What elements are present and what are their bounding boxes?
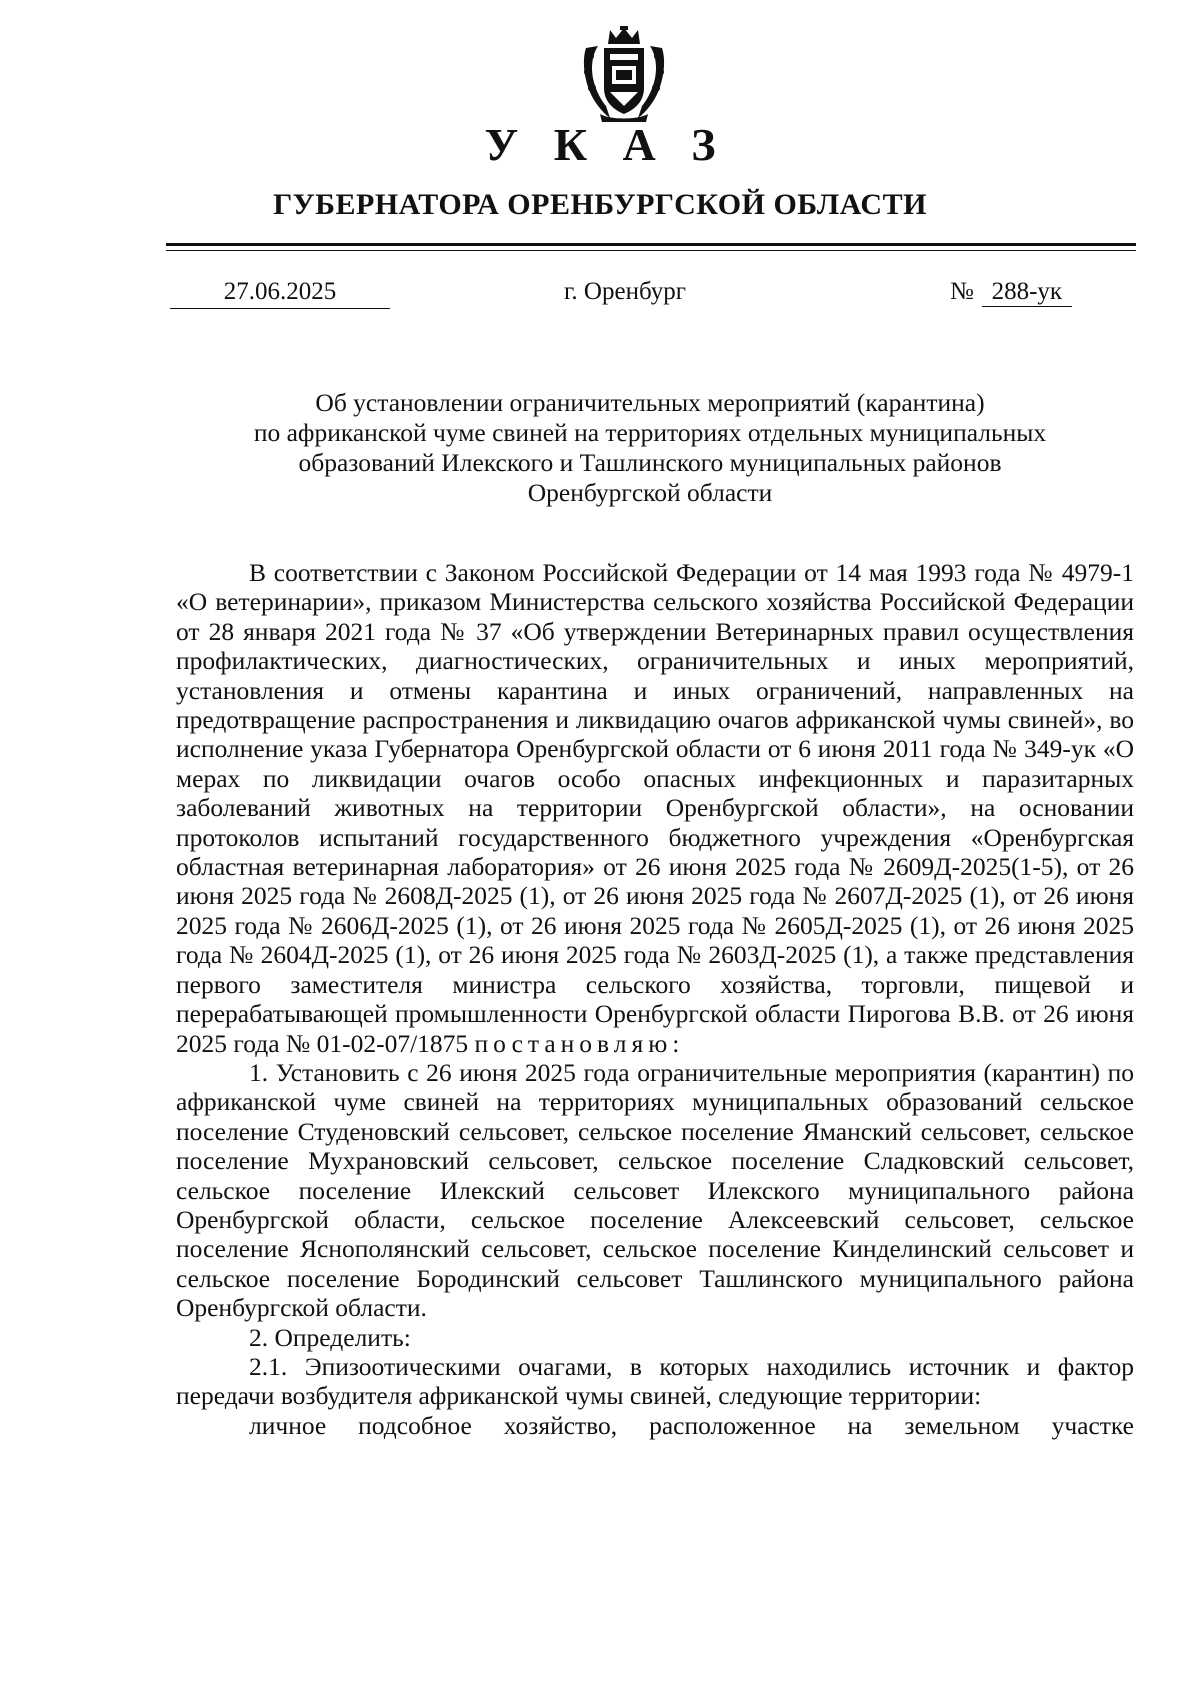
item-2-1-paragraph: 2.1. Эпизоотическими очагами, в которых находились источник и фактор передачи возбудителя африканской чумы свиней, следующие территории: — [176, 1351, 1134, 1411]
decree-word: постановляю: — [474, 1028, 685, 1058]
item-1-paragraph: 1. Установить с 26 июня 2025 года ограничительные мероприятия (карантин) по африканской чуме свиней на территориях муниципальных образований сельское поселение Студеновский сельсовет, сельское поселение Яманский сельсовет, сельское поселение Мухрановский сельсовет, сельское поселение Сладковский сельсовет, сельское поселение Илекский сельсовет Илекского муниципального района Оренбургской области, сельское поселение Алексеевский сельсовет, сельское поселение Яснополянский сельсовет, сельское поселение Кинделинский сельсовет и сельское поселение Бородинский сельсовет Ташлинского муниципального района Оренбургской области. — [176, 1057, 1134, 1323]
preamble-text: В соответствии с Законом Российской Федерации от 14 мая 1993 года № 4979-1 «О ветеринарии», приказом Министерства сельского хозяйства Российской Федерации от 28 января 2021 года № 37 «Об утверждении Ветеринарных правил осуществления профилактических, диагностических, ограничительных и иных мероприятий, установления и отмены карантина и иных ограничений, направленных на предотвращение распространения и ликвидацию очагов африканской чумы свиней», во исполнение указа Губернатора Оренбургской области от 6 июня 2011 года № 349-ук «О мерах по ликвидации очагов особо опасных инфекционных и паразитарных заболеваний животных на территории Оренбургской области», на основании протоколов испытаний государственного бюджетного учреждения «Оренбургская областная ветеринарная лаборатория» от 26 июня 2025 года № 2609Д-2025(1-5), от 26 июня 2025 года № 2608Д-2025 (1), от 26 июня 2025 года № 2607Д-2025 (1), от 26 июня 2025 года № 2606Д-2025 (1), от 26 июня 2025 года № 2605Д-2025 (1), от 26 июня 2025 года № 2604Д-2025 (1), от 26 июня 2025 года № 2603Д-2025 (1), а также представления первого заместителя министра сельского хозяйства, торговли, пищевой и перерабатывающей промышленности Оренбургской области Пирогова В.В. от 26 июня 2025 года № 01-02-07/1875 — [176, 558, 1134, 1058]
document-city: г. Оренбург — [564, 278, 686, 305]
item-2-1-a-paragraph: личное подсобное хозяйство, расположенное на земельном участке — [249, 1410, 1134, 1440]
document-type-heading: У К А З — [484, 119, 728, 170]
header-divider-thin — [166, 250, 1136, 251]
coat-of-arms-icon — [580, 26, 668, 122]
title-line: по африканской чуме свиней на территориях отдельных муниципальных — [253, 418, 1047, 447]
header-divider-thick — [166, 243, 1136, 246]
item-2-paragraph: 2. Определить: — [249, 1322, 411, 1352]
document-number — [950, 278, 1090, 307]
number-sign: № — [950, 278, 974, 305]
document-body — [176, 558, 1134, 1440]
issuing-authority: ГУБЕРНАТОРА ОРЕНБУРГСКОЙ ОБЛАСТИ — [273, 188, 927, 221]
document-title — [160, 388, 1140, 508]
title-line: Оренбургской области — [527, 478, 773, 507]
document-date: 27.06.2025 — [170, 278, 390, 309]
number-value: 288-ук — [982, 278, 1072, 307]
preamble-paragraph — [176, 558, 1134, 1058]
title-line: Об установлении ограничительных мероприятий (карантина) — [315, 388, 985, 417]
title-line: образований Илекского и Ташлинского муниципальных районов — [298, 448, 1002, 477]
